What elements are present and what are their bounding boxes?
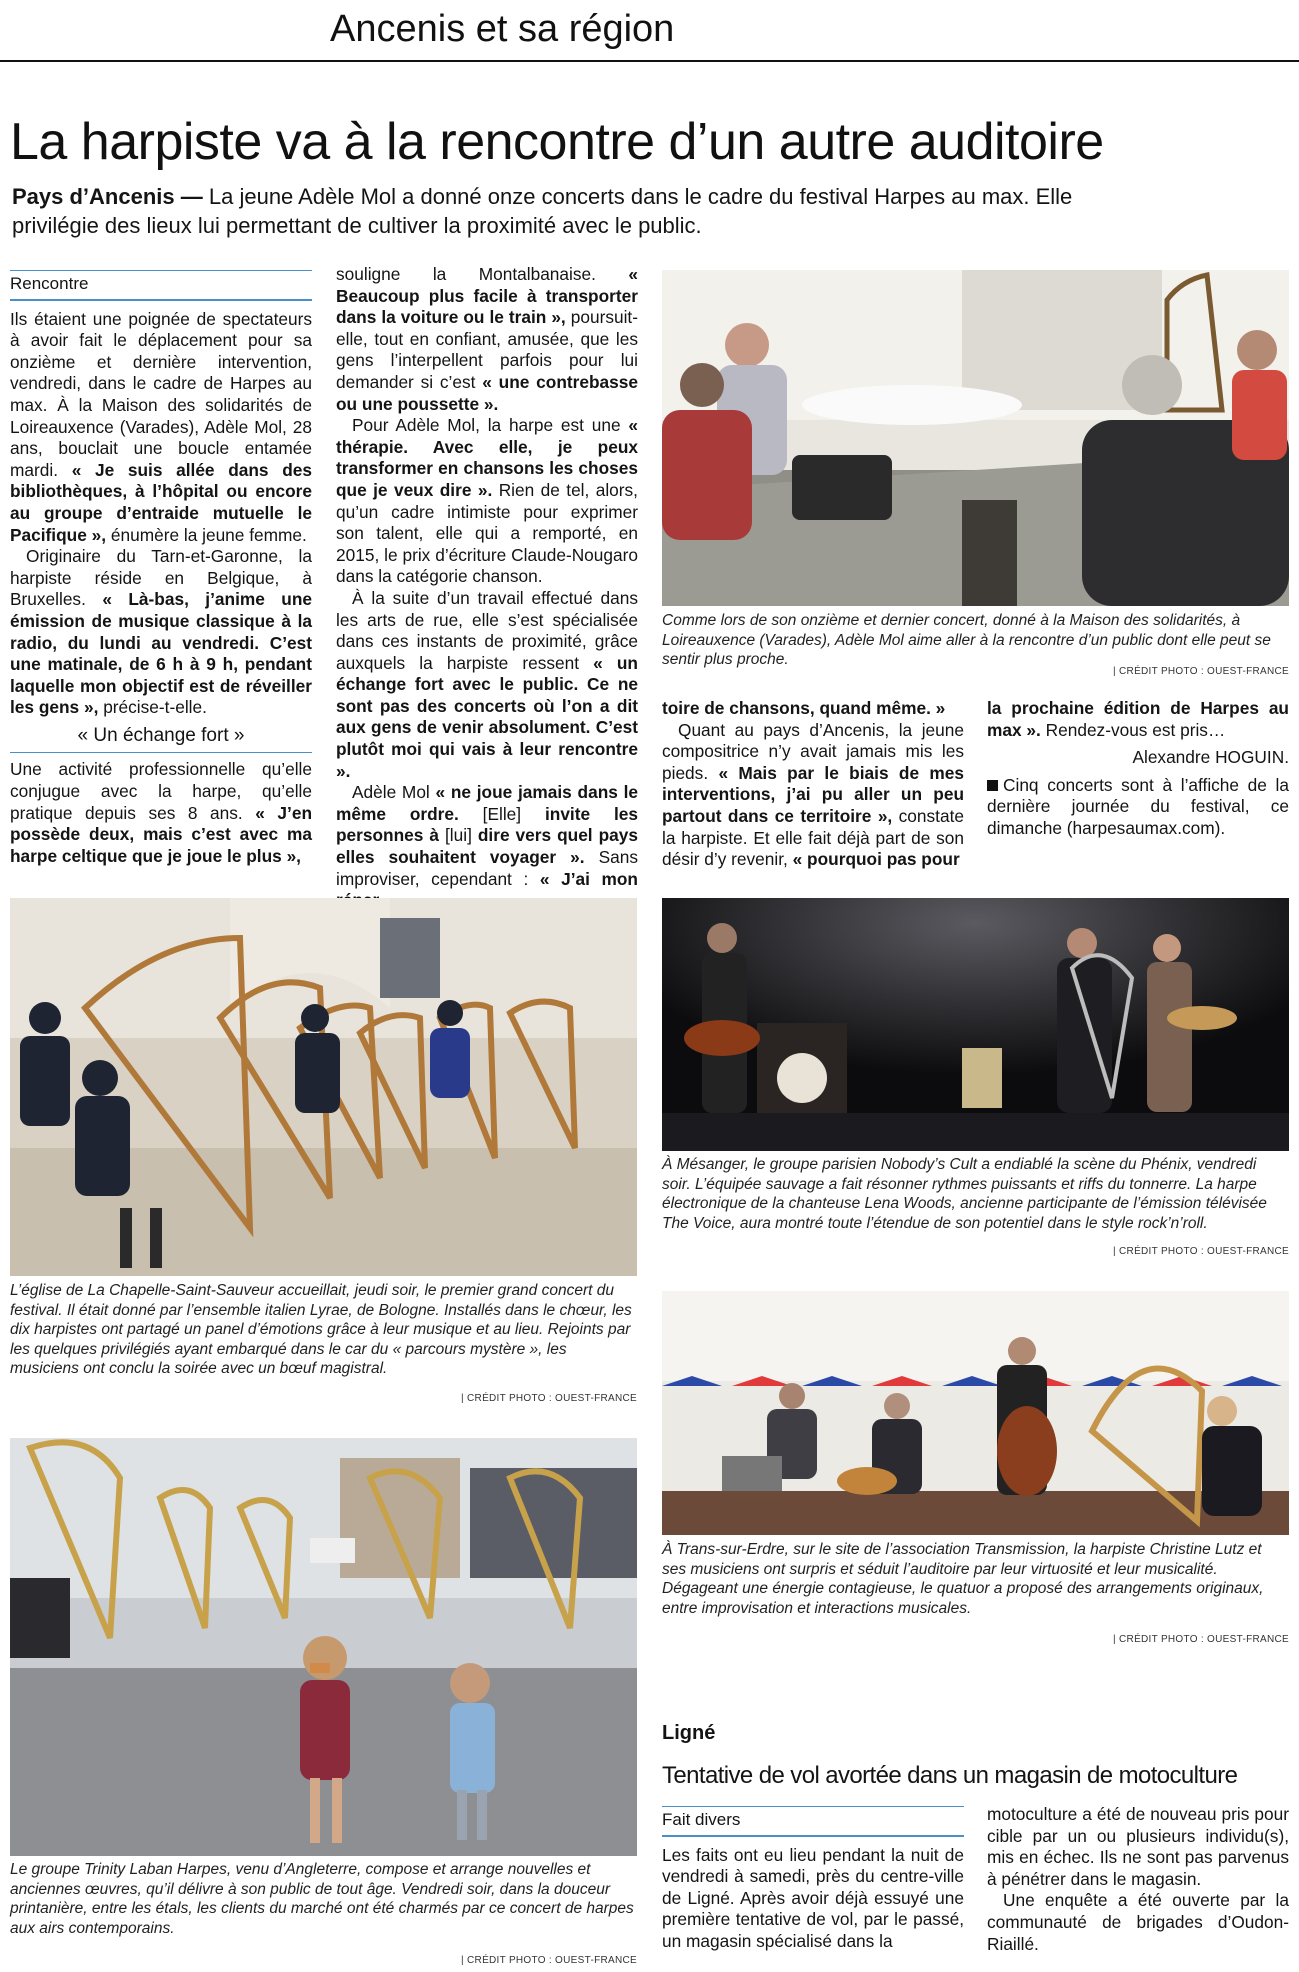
article-column-4 — [987, 698, 1289, 840]
section-rubric: Ancenis et sa région — [330, 8, 675, 50]
col2-para1: souligne la Montalbanaise. « Beaucoup plus facile à transporter dans la voiture ou le train », poursuit-elle, tout en confiant, amusée, que les gens l’interpellent parfois pour lui demander si c’est « une contrebasse ou une poussette ». — [336, 264, 638, 414]
col3-para2: Quant au pays d’Ancenis, la jeune compositrice n’y avait jamais mis les pieds. « Mais par le biais de mes interventions, j’ai pu aller un peu partout dans ce territoire », constate la harpiste. Et elle fait déjà part de son désir d’y revenir, « pourquoi pas pour — [662, 719, 964, 870]
photo-nobodys-cult-concert — [662, 898, 1289, 1151]
article-subhead: « Un échange fort » — [77, 724, 245, 746]
photo-church-harps — [10, 898, 637, 1276]
article-author: Alexandre HOGUIN. — [1132, 747, 1289, 768]
col4-note: Cinq concerts sont à l’affiche de la dernière journée du festival, ce dimanche (harpesaumax.com). — [987, 774, 1289, 838]
col1-para3: Une activité professionnelle qu’elle conjugue avec la harpe, qu’elle pratique depuis ses 8 ans. « J’en possède deux, mais c’est avec ma harpe celtique que je joue le plus », — [10, 759, 312, 866]
photo1-caption: Comme lors de son onzième et dernier concert, donné à la Maison des solidarités, à Loireauxence (Varades), Adèle Mol aime aller à la rencontre d’un public dont elle peut se sentir plus proche. — [662, 612, 1271, 668]
brief-para3: Une enquête a été ouverte par la communauté de brigades d’Oudon-Riaillé. — [987, 1890, 1289, 1954]
article-column-3 — [662, 698, 964, 871]
col3-para1: toire de chansons, quand même. » — [662, 698, 946, 718]
brief-column-2 — [987, 1804, 1289, 1955]
col2-para4: Adèle Mol « ne joue jamais dans le même ordre. [Elle] invite les personnes à [lui] dire vers quel pays elles souhaitent voyager ». Sans improviser, cependant : « J’ai mon — [336, 782, 638, 889]
lead-text: La jeune Adèle Mol a donné onze concerts dans le cadre du festival Harpes au max. Elle privilégie des lieux lui permettant de cultiver la proximité avec le public. — [12, 184, 1073, 238]
brief-title: Tentative de vol avortée dans un magasin de motoculture — [662, 1762, 1238, 1789]
photo2-caption: L’église de La Chapelle-Saint-Sauveur accueillait, jeudi soir, le premier grand concert du festival. Il était donné par l’ensemble italien Lyrae, de Bologne. Installés dans le chœur, les dix harpistes ont partagé un panel d’émotions grâce à leur musique et au lieu. Rejoints par les quelques privilégiés ayant embarqué dans le car du « parcours mystère », les musiciens ont conclu la soirée avec un bœuf magistral. — [10, 1282, 632, 1377]
photo4-caption: À Trans-sur-Erdre, sur le site de l’association Transmission, la harpiste Christine Lutz et ses musiciens ont surpris et séduit l’auditoire par leur virtuosité et leur musicalité. Dégageant une énergie contagieuse, le quatuor a proposé des arrangements originaux, entre improvisation et interactions musicales. — [662, 1541, 1264, 1617]
col1-para2: Originaire du Tarn-et-Garonne, la harpiste réside en Belgique, à Bruxelles. « Là-bas, j’anime une émission de musique classique à la radio, du lundi au vendredi. C’est une matinale, de 6 h à 9 h, pendant laquelle mon objectif est de réveiller les gens », précise-t-elle. — [10, 546, 312, 718]
subhead-rule — [10, 752, 312, 753]
photo-trans-sur-erdre — [662, 1291, 1289, 1535]
col2-para2: Pour Adèle Mol, la harpe est une « thérapie. Avec elle, je peux transformer en chansons les choses que je veux dire ». Rien de tel, alors, qu’un cadre intimiste pour exprimer son talent, elle qui a remporté, en 2015, le prix d’écriture Claude-Nougaro dans la catégorie chanson. — [336, 415, 638, 587]
photo1-credit: | CRÉDIT PHOTO : OUEST-FRANCE — [1113, 666, 1289, 677]
article-lead — [12, 182, 1102, 240]
photo3-caption: À Mésanger, le groupe parisien Nobody’s Cult a endiablé la scène du Phénix, vendredi soir. L’équipée sauvage a fait résonner rythmes puissants et riffs du tonnerre. La harpe électronique de la chanteuse Lena Woods, ancienne participante de l’émission télévisée The Voice, aura montré toute l’étendue de son potentiel dans le style rock’n’roll. — [662, 1156, 1267, 1232]
col1-para1: Ils étaient une poignée de spectateurs à avoir fait le déplacement pour sa onzième et dernière intervention, vendredi, dans le cadre de Harpes au max. À la Maison des solidarités de Loireauxence (Varades), Adèle Mol, 28 ans, bouclait une boucle entamée mardi. « Je suis allée dans des bibliothèques, à l’hôpital ou encore au groupe d’entraide mutuelle le Pacifique », énumère la jeune femme. — [10, 308, 312, 545]
article-column-2 — [336, 264, 638, 912]
brief-place: Ligné — [662, 1722, 716, 1744]
brief-column-1 — [662, 1806, 964, 1953]
photo2-credit: | CRÉDIT PHOTO : OUEST-FRANCE — [461, 1393, 637, 1404]
article-label: Rencontre — [10, 270, 312, 301]
rubric-divider — [0, 60, 1299, 62]
photo5-caption: Le groupe Trinity Laban Harpes, venu d’Angleterre, compose et arrange nouvelles et anciennes œuvres, qu’il délivre à son public de tout âge. Vendredi soir, dans la douceur printanière, entre les étals, les clients du marché ont été charmés par ce concert de harpes aux airs contemporains. — [10, 1861, 634, 1937]
article-headline: La harpiste va à la rencontre d’un autre auditoire — [10, 113, 1104, 171]
bullet-square-icon — [987, 780, 998, 791]
brief-label: Fait divers — [662, 1806, 964, 1837]
col2-para3: À la suite d’un travail effectué dans les arts de rue, elle s’est spécialisée dans ces instants de proximité, grâce auxquels la harpiste ressent « un échange fort avec le public. Ce ne sont pas des concerts où l’on a dit aux gens de venir absolument. C’est plutôt moi qui vais à leur rencontre ». — [336, 587, 638, 781]
photo4-credit: | CRÉDIT PHOTO : OUEST-FRANCE — [1113, 1634, 1289, 1645]
photo-maison-solidarites — [662, 270, 1289, 606]
photo3-credit: | CRÉDIT PHOTO : OUEST-FRANCE — [1113, 1246, 1289, 1257]
photo5-credit: | CRÉDIT PHOTO : OUEST-FRANCE — [461, 1955, 637, 1966]
brief-para2: motoculture a été de nouveau pris pour cible par un ou plusieurs individu(s), mis en échec. Ils ne sont pas parvenus à pénétrer dans le magasin. — [987, 1804, 1289, 1889]
col4-para1: la prochaine édition de Harpes au max ». Rendez-vous est pris… — [987, 698, 1289, 740]
brief-para1: Les faits ont eu lieu pendant la nuit de vendredi à samedi, près du centre-ville de Ligné. Après avoir déjà essuyé une première tentative de vol, par le passé, un magasin spécialisé dans la — [662, 1844, 964, 1951]
article-column-1 — [10, 270, 312, 867]
photo-market-harps — [10, 1438, 637, 1856]
lead-place: Pays d’Ancenis — — [12, 184, 203, 209]
